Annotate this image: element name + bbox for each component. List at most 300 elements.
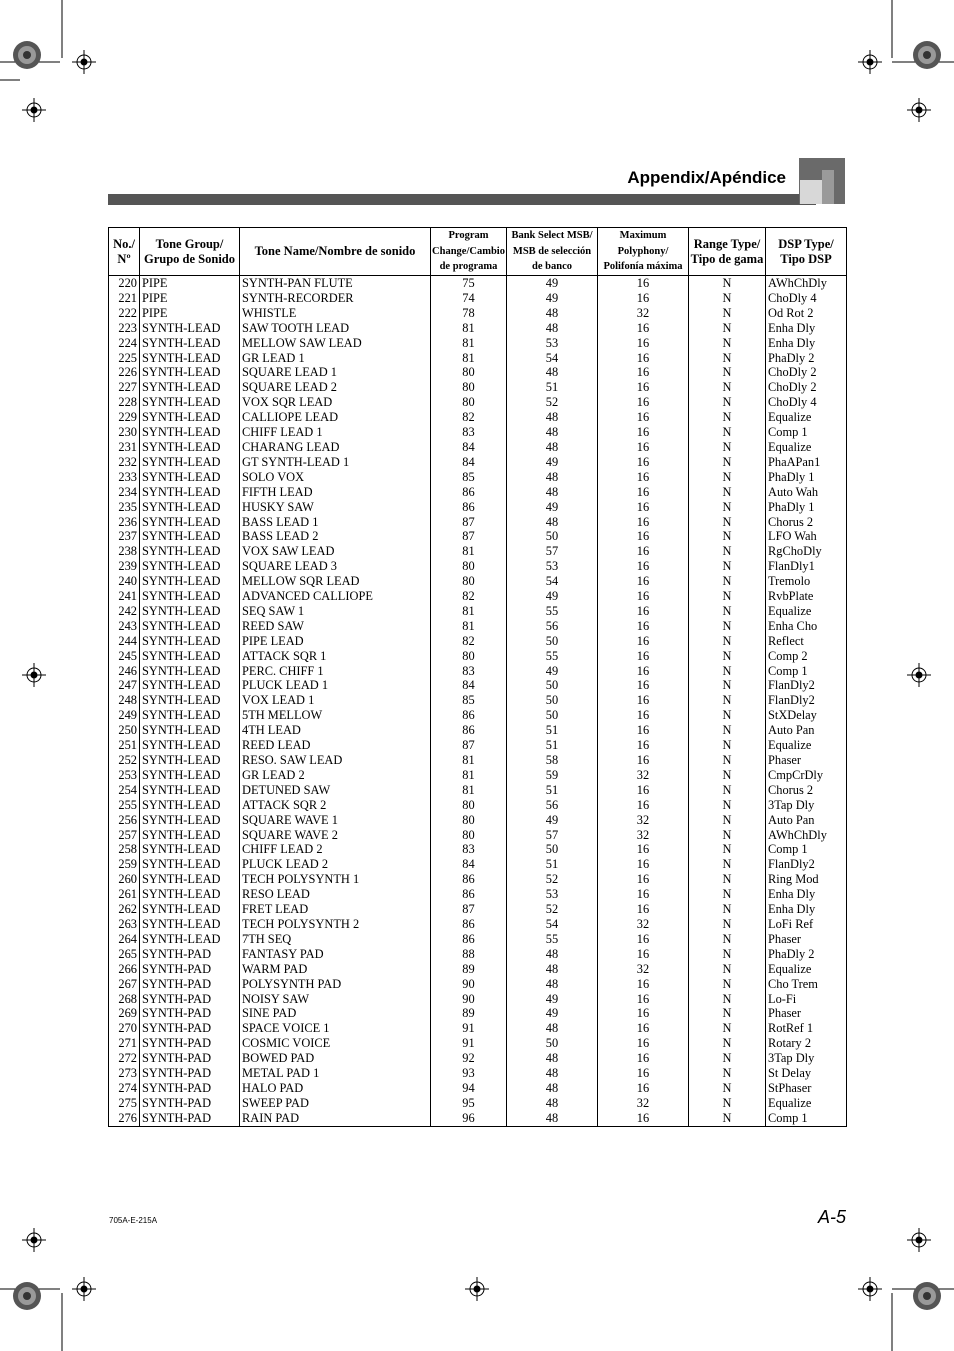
col-header-msb: Bank Select MSB/ MSB de selección de banco (507, 228, 598, 276)
tone-group-cell: SYNTH-LEAD (140, 559, 240, 574)
range-type-cell: N (689, 992, 766, 1007)
dsp-type-cell: Tremolo (766, 574, 847, 589)
tone-number-cell: 227 (109, 380, 140, 395)
register-target-icon (858, 1277, 882, 1301)
tone-group-cell: SYNTH-LEAD (140, 887, 240, 902)
max-polyphony-cell: 16 (598, 932, 689, 947)
max-polyphony-cell: 16 (598, 1051, 689, 1066)
tone-group-cell: SYNTH-LEAD (140, 708, 240, 723)
col-header-dsp: DSP Type/ Tipo DSP (766, 228, 847, 276)
range-type-cell: N (689, 425, 766, 440)
program-change-cell: 90 (431, 992, 507, 1007)
dsp-type-cell: Enha Cho (766, 619, 847, 634)
tone-number-cell: 250 (109, 723, 140, 738)
tone-number-cell: 268 (109, 992, 140, 1007)
range-type-cell: N (689, 664, 766, 679)
program-change-cell: 90 (431, 977, 507, 992)
header-corner-mid (822, 170, 834, 204)
tone-name-cell: MELLOW SQR LEAD (240, 574, 431, 589)
tone-group-cell: SYNTH-LEAD (140, 768, 240, 783)
range-type-cell: N (689, 798, 766, 813)
table-row (109, 306, 847, 321)
tone-name-cell: WARM PAD (240, 962, 431, 977)
max-polyphony-cell: 16 (598, 649, 689, 664)
max-polyphony-cell: 16 (598, 1021, 689, 1036)
max-polyphony-cell: 16 (598, 440, 689, 455)
max-polyphony-cell: 32 (598, 1096, 689, 1111)
program-change-cell: 89 (431, 1006, 507, 1021)
dsp-type-cell: Phaser (766, 1006, 847, 1021)
range-type-cell: N (689, 380, 766, 395)
tone-name-cell: GR LEAD 1 (240, 351, 431, 366)
max-polyphony-cell: 16 (598, 604, 689, 619)
tone-name-cell: SQUARE WAVE 2 (240, 828, 431, 843)
dsp-type-cell: Chorus 2 (766, 783, 847, 798)
table-row (109, 589, 847, 604)
max-polyphony-cell: 16 (598, 977, 689, 992)
range-type-cell: N (689, 455, 766, 470)
table-row (109, 559, 847, 574)
dsp-type-cell: ChoDly 2 (766, 380, 847, 395)
tone-name-cell: NOISY SAW (240, 992, 431, 1007)
tone-group-cell: SYNTH-LEAD (140, 857, 240, 872)
tone-group-cell: PIPE (140, 291, 240, 306)
bank-msb-cell: 48 (507, 410, 598, 425)
tone-number-cell: 274 (109, 1081, 140, 1096)
bank-msb-cell: 48 (507, 515, 598, 530)
bank-msb-cell: 49 (507, 500, 598, 515)
program-change-cell: 85 (431, 693, 507, 708)
bank-msb-cell: 51 (507, 783, 598, 798)
max-polyphony-cell: 16 (598, 380, 689, 395)
tone-group-cell: SYNTH-LEAD (140, 485, 240, 500)
tone-group-cell: SYNTH-LEAD (140, 425, 240, 440)
dsp-type-cell: RvbPlate (766, 589, 847, 604)
register-target-icon (907, 98, 931, 122)
dsp-type-cell: PhaDly 2 (766, 947, 847, 962)
range-type-cell: N (689, 962, 766, 977)
range-type-cell: N (689, 410, 766, 425)
program-change-cell: 86 (431, 485, 507, 500)
dsp-type-cell: FlanDly2 (766, 678, 847, 693)
tone-name-cell: POLYSYNTH PAD (240, 977, 431, 992)
program-change-cell: 86 (431, 708, 507, 723)
dsp-type-cell: LFO Wah (766, 529, 847, 544)
program-change-cell: 87 (431, 902, 507, 917)
dsp-type-cell: StXDelay (766, 708, 847, 723)
program-change-cell: 83 (431, 425, 507, 440)
tone-number-cell: 272 (109, 1051, 140, 1066)
header-corner-inner (800, 180, 822, 204)
range-type-cell: N (689, 738, 766, 753)
range-type-cell: N (689, 842, 766, 857)
program-change-cell: 91 (431, 1021, 507, 1036)
tone-group-cell: SYNTH-LEAD (140, 574, 240, 589)
tone-number-cell: 224 (109, 336, 140, 351)
col-header-group: Tone Group/ Grupo de Sonido (140, 228, 240, 276)
max-polyphony-cell: 32 (598, 768, 689, 783)
tone-number-cell: 270 (109, 1021, 140, 1036)
bank-msb-cell: 56 (507, 619, 598, 634)
tone-group-cell: SYNTH-LEAD (140, 798, 240, 813)
range-type-cell: N (689, 559, 766, 574)
range-type-cell: N (689, 649, 766, 664)
tone-name-cell: SQUARE LEAD 1 (240, 365, 431, 380)
tone-name-cell: ATTACK SQR 2 (240, 798, 431, 813)
max-polyphony-cell: 16 (598, 678, 689, 693)
tone-number-cell: 269 (109, 1006, 140, 1021)
bank-msb-cell: 49 (507, 813, 598, 828)
register-target-icon (907, 663, 931, 687)
tone-group-cell: SYNTH-LEAD (140, 440, 240, 455)
tone-name-cell: VOX SQR LEAD (240, 395, 431, 410)
tone-name-cell: METAL PAD 1 (240, 1066, 431, 1081)
dsp-type-cell: Equalize (766, 410, 847, 425)
max-polyphony-cell: 16 (598, 410, 689, 425)
tone-group-cell: SYNTH-LEAD (140, 395, 240, 410)
dsp-type-cell: Comp 2 (766, 649, 847, 664)
tone-name-cell: GT SYNTH-LEAD 1 (240, 455, 431, 470)
bank-msb-cell: 48 (507, 306, 598, 321)
tone-name-cell: HALO PAD (240, 1081, 431, 1096)
tone-name-cell: SWEEP PAD (240, 1096, 431, 1111)
tone-number-cell: 242 (109, 604, 140, 619)
dsp-type-cell: Phaser (766, 753, 847, 768)
tone-name-cell: SINE PAD (240, 1006, 431, 1021)
dsp-type-cell: Chorus 2 (766, 515, 847, 530)
dsp-type-cell: Phaser (766, 932, 847, 947)
tone-group-cell: SYNTH-PAD (140, 1036, 240, 1051)
tone-group-cell: SYNTH-LEAD (140, 813, 240, 828)
table-row (109, 828, 847, 843)
range-type-cell: N (689, 1036, 766, 1051)
program-change-cell: 81 (431, 753, 507, 768)
dsp-type-cell: Od Rot 2 (766, 306, 847, 321)
table-row (109, 351, 847, 366)
max-polyphony-cell: 16 (598, 634, 689, 649)
range-type-cell: N (689, 1006, 766, 1021)
tone-group-cell: SYNTH-LEAD (140, 634, 240, 649)
program-change-cell: 82 (431, 410, 507, 425)
table-row (109, 992, 847, 1007)
program-change-cell: 81 (431, 321, 507, 336)
program-change-cell: 84 (431, 678, 507, 693)
max-polyphony-cell: 32 (598, 306, 689, 321)
registration-wheel-icon (13, 1282, 41, 1310)
dsp-type-cell: PhaAPan1 (766, 455, 847, 470)
tone-number-cell: 220 (109, 276, 140, 291)
register-target-icon (22, 663, 46, 687)
tone-number-cell: 226 (109, 365, 140, 380)
tone-name-cell: CALLIOPE LEAD (240, 410, 431, 425)
program-change-cell: 84 (431, 857, 507, 872)
bank-msb-cell: 52 (507, 395, 598, 410)
tone-name-cell: CHIFF LEAD 2 (240, 842, 431, 857)
tone-group-cell: SYNTH-LEAD (140, 693, 240, 708)
table-row (109, 857, 847, 872)
tone-group-cell: PIPE (140, 276, 240, 291)
bank-msb-cell: 48 (507, 1081, 598, 1096)
tone-number-cell: 267 (109, 977, 140, 992)
tone-name-cell: PLUCK LEAD 2 (240, 857, 431, 872)
register-target-icon (22, 1228, 46, 1252)
max-polyphony-cell: 16 (598, 1006, 689, 1021)
table-row (109, 321, 847, 336)
max-polyphony-cell: 16 (598, 872, 689, 887)
table-row (109, 544, 847, 559)
program-change-cell: 80 (431, 649, 507, 664)
register-target-icon (72, 1277, 96, 1301)
table-row (109, 574, 847, 589)
program-change-cell: 81 (431, 783, 507, 798)
table-row (109, 619, 847, 634)
table-row (109, 604, 847, 619)
program-change-cell: 80 (431, 559, 507, 574)
tone-name-cell: RESO. SAW LEAD (240, 753, 431, 768)
max-polyphony-cell: 16 (598, 589, 689, 604)
tone-group-cell: SYNTH-LEAD (140, 842, 240, 857)
tone-group-cell: SYNTH-LEAD (140, 932, 240, 947)
dsp-type-cell: RgChoDly (766, 544, 847, 559)
bank-msb-cell: 50 (507, 678, 598, 693)
bank-msb-cell: 49 (507, 992, 598, 1007)
dsp-type-cell: Enha Dly (766, 902, 847, 917)
dsp-type-cell: FlanDly1 (766, 559, 847, 574)
table-row (109, 634, 847, 649)
tone-number-cell: 243 (109, 619, 140, 634)
dsp-type-cell: ChoDly 2 (766, 365, 847, 380)
bank-msb-cell: 52 (507, 902, 598, 917)
bank-msb-cell: 54 (507, 574, 598, 589)
tone-name-cell: ADVANCED CALLIOPE (240, 589, 431, 604)
tone-group-cell: SYNTH-PAD (140, 947, 240, 962)
program-change-cell: 80 (431, 365, 507, 380)
max-polyphony-cell: 16 (598, 842, 689, 857)
tone-group-cell: SYNTH-LEAD (140, 500, 240, 515)
tone-name-cell: CHIFF LEAD 1 (240, 425, 431, 440)
bank-msb-cell: 50 (507, 529, 598, 544)
range-type-cell: N (689, 828, 766, 843)
range-type-cell: N (689, 932, 766, 947)
bank-msb-cell: 49 (507, 589, 598, 604)
bank-msb-cell: 54 (507, 917, 598, 932)
tone-name-cell: PLUCK LEAD 1 (240, 678, 431, 693)
bank-msb-cell: 48 (507, 1021, 598, 1036)
table-row (109, 723, 847, 738)
max-polyphony-cell: 16 (598, 1066, 689, 1081)
tone-group-cell: SYNTH-LEAD (140, 321, 240, 336)
table-row (109, 1051, 847, 1066)
dsp-type-cell: 3Tap Dly (766, 798, 847, 813)
program-change-cell: 81 (431, 336, 507, 351)
range-type-cell: N (689, 708, 766, 723)
tone-number-cell: 257 (109, 828, 140, 843)
bank-msb-cell: 57 (507, 544, 598, 559)
range-type-cell: N (689, 768, 766, 783)
program-change-cell: 80 (431, 395, 507, 410)
program-change-cell: 84 (431, 455, 507, 470)
program-change-cell: 91 (431, 1036, 507, 1051)
range-type-cell: N (689, 589, 766, 604)
program-change-cell: 80 (431, 813, 507, 828)
tone-name-cell: GR LEAD 2 (240, 768, 431, 783)
program-change-cell: 80 (431, 828, 507, 843)
bank-msb-cell: 51 (507, 738, 598, 753)
range-type-cell: N (689, 351, 766, 366)
table-row (109, 887, 847, 902)
program-change-cell: 87 (431, 515, 507, 530)
max-polyphony-cell: 16 (598, 336, 689, 351)
program-change-cell: 87 (431, 738, 507, 753)
program-change-cell: 74 (431, 291, 507, 306)
tone-number-cell: 253 (109, 768, 140, 783)
dsp-type-cell: ChoDly 4 (766, 395, 847, 410)
max-polyphony-cell: 16 (598, 693, 689, 708)
bank-msb-cell: 48 (507, 1066, 598, 1081)
tone-name-cell: COSMIC VOICE (240, 1036, 431, 1051)
tone-name-cell: SYNTH-PAN FLUTE (240, 276, 431, 291)
tone-number-cell: 266 (109, 962, 140, 977)
tone-name-cell: 7TH SEQ (240, 932, 431, 947)
tone-name-cell: RESO LEAD (240, 887, 431, 902)
range-type-cell: N (689, 619, 766, 634)
table-row (109, 842, 847, 857)
tone-number-cell: 236 (109, 515, 140, 530)
max-polyphony-cell: 16 (598, 1081, 689, 1096)
table-row (109, 276, 847, 291)
max-polyphony-cell: 16 (598, 485, 689, 500)
program-change-cell: 86 (431, 887, 507, 902)
dsp-type-cell: AWhChDly (766, 276, 847, 291)
max-polyphony-cell: 16 (598, 783, 689, 798)
tone-group-cell: SYNTH-PAD (140, 1096, 240, 1111)
bank-msb-cell: 50 (507, 1036, 598, 1051)
range-type-cell: N (689, 872, 766, 887)
bank-msb-cell: 51 (507, 380, 598, 395)
table-row (109, 678, 847, 693)
registration-wheel-icon (13, 41, 41, 69)
tone-name-cell: TECH POLYSYNTH 1 (240, 872, 431, 887)
tone-group-cell: SYNTH-LEAD (140, 529, 240, 544)
bank-msb-cell: 48 (507, 365, 598, 380)
range-type-cell: N (689, 753, 766, 768)
col-header-no: No./ Nº (109, 228, 140, 276)
tone-number-cell: 230 (109, 425, 140, 440)
program-change-cell: 86 (431, 932, 507, 947)
tone-name-cell: VOX LEAD 1 (240, 693, 431, 708)
bank-msb-cell: 59 (507, 768, 598, 783)
tone-group-cell: SYNTH-PAD (140, 1066, 240, 1081)
tone-name-cell: SYNTH-RECORDER (240, 291, 431, 306)
range-type-cell: N (689, 1066, 766, 1081)
max-polyphony-cell: 16 (598, 574, 689, 589)
program-change-cell: 86 (431, 500, 507, 515)
program-change-cell: 83 (431, 664, 507, 679)
program-change-cell: 75 (431, 276, 507, 291)
tone-number-cell: 251 (109, 738, 140, 753)
bank-msb-cell: 50 (507, 842, 598, 857)
table-row (109, 291, 847, 306)
program-change-cell: 95 (431, 1096, 507, 1111)
bank-msb-cell: 55 (507, 604, 598, 619)
tone-number-cell: 237 (109, 529, 140, 544)
tone-number-cell: 234 (109, 485, 140, 500)
page-number: A-5 (817, 1207, 846, 1227)
bank-msb-cell: 48 (507, 485, 598, 500)
max-polyphony-cell: 16 (598, 425, 689, 440)
tone-name-cell: BOWED PAD (240, 1051, 431, 1066)
dsp-type-cell: AWhChDly (766, 828, 847, 843)
dsp-type-cell: Comp 1 (766, 425, 847, 440)
range-type-cell: N (689, 634, 766, 649)
range-type-cell: N (689, 902, 766, 917)
register-target-icon (72, 50, 96, 74)
tone-number-cell: 262 (109, 902, 140, 917)
tone-number-cell: 244 (109, 634, 140, 649)
program-change-cell: 84 (431, 440, 507, 455)
tone-group-cell: SYNTH-LEAD (140, 828, 240, 843)
tone-group-cell: SYNTH-LEAD (140, 470, 240, 485)
tone-number-cell: 249 (109, 708, 140, 723)
max-polyphony-cell: 32 (598, 813, 689, 828)
tone-group-cell: SYNTH-PAD (140, 1021, 240, 1036)
table-row (109, 708, 847, 723)
tone-name-cell: SQUARE WAVE 1 (240, 813, 431, 828)
table-row (109, 500, 847, 515)
max-polyphony-cell: 16 (598, 470, 689, 485)
table-row (109, 1066, 847, 1081)
max-polyphony-cell: 16 (598, 947, 689, 962)
max-polyphony-cell: 32 (598, 962, 689, 977)
tone-table (108, 227, 847, 1127)
tone-name-cell: FANTASY PAD (240, 947, 431, 962)
range-type-cell: N (689, 1111, 766, 1126)
max-polyphony-cell: 16 (598, 738, 689, 753)
tone-number-cell: 233 (109, 470, 140, 485)
dsp-type-cell: Comp 1 (766, 1111, 847, 1126)
table-row (109, 470, 847, 485)
dsp-type-cell: LoFi Ref (766, 917, 847, 932)
dsp-type-cell: Equalize (766, 962, 847, 977)
range-type-cell: N (689, 336, 766, 351)
table-row (109, 380, 847, 395)
table-row (109, 1006, 847, 1021)
tone-group-cell: SYNTH-LEAD (140, 619, 240, 634)
table-row (109, 768, 847, 783)
table-row (109, 395, 847, 410)
table-row (109, 336, 847, 351)
tone-number-cell: 255 (109, 798, 140, 813)
range-type-cell: N (689, 485, 766, 500)
table-header-row (109, 228, 847, 276)
dsp-type-cell: Enha Dly (766, 321, 847, 336)
dsp-type-cell: CmpCrDly (766, 768, 847, 783)
tone-number-cell: 222 (109, 306, 140, 321)
program-change-cell: 92 (431, 1051, 507, 1066)
dsp-type-cell: Equalize (766, 738, 847, 753)
bank-msb-cell: 54 (507, 351, 598, 366)
bank-msb-cell: 48 (507, 962, 598, 977)
tone-number-cell: 241 (109, 589, 140, 604)
header-band (108, 194, 816, 205)
tone-name-cell: ATTACK SQR 1 (240, 649, 431, 664)
register-target-icon (465, 1277, 489, 1301)
tone-group-cell: SYNTH-PAD (140, 962, 240, 977)
tone-number-cell: 235 (109, 500, 140, 515)
max-polyphony-cell: 16 (598, 321, 689, 336)
range-type-cell: N (689, 306, 766, 321)
table-row (109, 962, 847, 977)
